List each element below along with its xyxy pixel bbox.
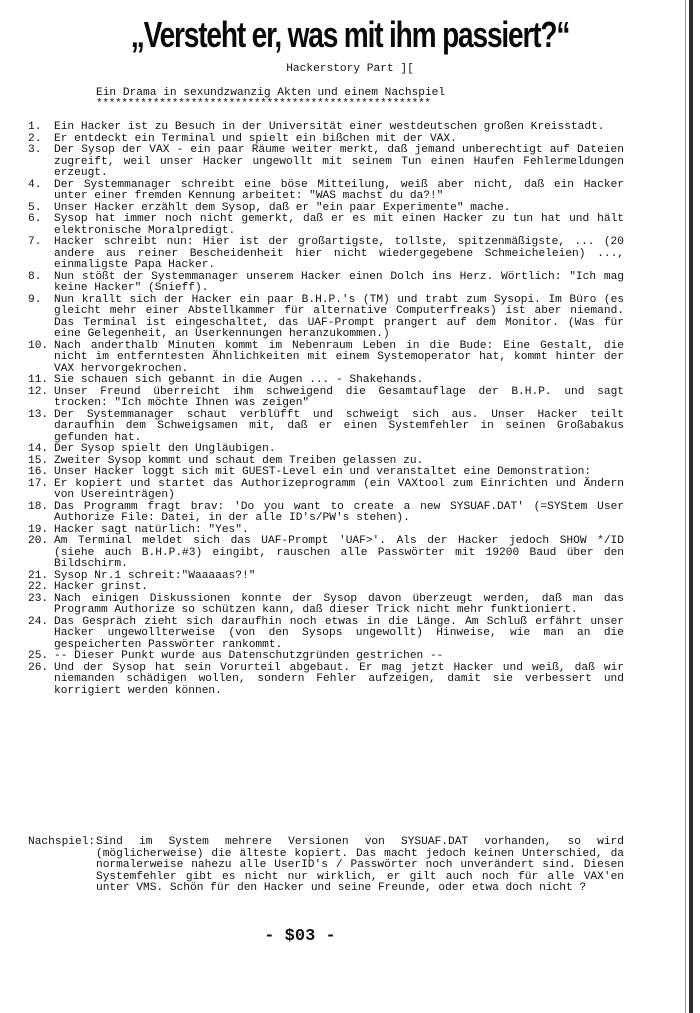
act-text: Sie schauen sich gebannt in die Augen ... - Shakehands. [54,374,424,386]
page-number: - $03 - [264,927,336,946]
act-item [28,145,624,180]
act-number: 21. [28,569,49,582]
act-item [28,272,624,295]
act-item [28,237,624,272]
act-item [28,375,624,387]
act-number: 4. [28,178,42,191]
act-number: 9. [28,293,42,306]
page-edge-shadow [689,0,693,1013]
act-item [28,479,624,502]
act-text: Das Gespräch zieht sich daraufhin noch etwas in die Länge. Am Schluß erfährt unser Hacker ungewollterweise (von den Sysops ungewollt) Hinweise, wie man an die gespeicherten Passwörter rankommt. [54,615,624,651]
act-text: Sysop Nr.1 schreit:"Waaaaas?!" [54,569,256,582]
act-number: 14. [28,443,49,455]
act-text: Unser Hacker loggt sich mit GUEST-Level ein und veranstaltet eine Demonstration: [54,466,592,478]
act-text: Und der Sysop hat sein Vorurteil abgebaut. Er mag jetzt Hacker und weiß, daß wir niemanden schädigen wollen, sondern Fehler aufzeigen, damit sie verbessert und korrigiert werden können. [54,661,624,697]
act-number: 8. [28,270,42,283]
intro-line: Ein Drama in sexundzwanzig Akten und einem Nachspiel [96,87,446,99]
act-text: Hacker grinst. [54,581,148,593]
nachspiel-text: Sind im System mehrere Versionen von SYSUAF.DAT vorhanden, so wird (möglicherweise) die älteste kopiert. Das macht jedoch keinen Unterschied, da normalerweise nahezu alle UserID's / Passwörter noch unverändert sind. Diesen Systemfehler gibt es nicht nur wirklich, er gilt auch noch für alle VAX'en unter VMS. Schön für den Hacker und seine Freunde, oder etwa doch nicht ? [96,836,624,894]
act-number: 25. [28,650,49,662]
act-item [28,180,624,203]
act-text: Nun stößt der Systemmanager unserem Hacker einen Dolch ins Herz. Wörtlich: "Ich mag keine Hacker" (Snieff). [54,270,624,294]
act-number: 11. [28,374,49,386]
act-item [28,341,624,376]
act-item [28,467,624,479]
act-text: Nach einigen Diskussionen konnte der Sysop davon überzeugt werden, daß man das Programm Authorize so schützen kann, daß dieser Trick nicht mehr funktioniert. [54,592,624,616]
page-edge-line [685,0,686,1013]
headline: „Versteht er, was mit ihm passiert?“ [130,14,570,55]
act-item [28,502,624,525]
act-text: Der Systemmanager schreibt eine böse Mitteilung, weiß aber nicht, daß ein Hacker unter einer fremden Kennung arbeitet: "WAS machst du da?!" [54,178,624,202]
act-number: 22. [28,581,49,593]
nachspiel-label: Nachspiel: [28,836,96,848]
act-number: 13. [28,408,49,421]
act-text: Zweiter Sysop kommt und schaut dem Treiben gelassen zu. [54,454,424,467]
act-item [28,387,624,410]
act-item [28,617,624,652]
act-text: Der Systemmanager schaut verblüfft und schweigt sich aus. Unser Hacker teilt daraufhin dem Schweigsamen mit, daß er einen Systemfehler in seinen Großabakus gefunden hat. [54,408,624,444]
star-divider: ***************************************************** [96,98,431,110]
act-text: Hacker schreibt nun: Hier ist der großartigste, tollste, spitzenmäßigste, ... (20 andere aus reiner Bescheidenheit hier nicht wiedergegebene Schmeicheleien) ..., einmaligste Papa Hacker. [54,236,624,271]
act-number: 7. [28,236,42,248]
act-number: 23. [28,592,49,605]
act-text: Nun krallt sich der Hacker ein paar B.H.P.'s (TM) und trabt zum Sysopi. Im Büro (es gleicht mehr einer Abstellkammer für alternative Computerfreaks) ist aber niemand. Das Terminal ist eingeschaltet, das UAF-Prompt prangert auf dem Monitor. (Was für eine Gelegenheit, an Userkennungen heranzukommen.) [54,293,624,340]
act-item [28,536,624,571]
act-item [28,214,624,237]
act-number: 6. [28,213,42,225]
act-text: Unser Hacker erzählt dem Sysop, daß er "ein paar Experimente" mache. [54,201,511,214]
acts-list [28,122,624,697]
act-number: 12. [28,385,49,398]
act-item [28,410,624,445]
act-text: Der Sysop der VAX - ein paar Räume weiter merkt, daß jemand unberechtigt auf Dateien zugreift, weil unser Hacker ungewollt mit seinem Tun einen Haufen Fehlermeldungen erzeugt. [54,144,624,179]
act-text: Er entdeckt ein Terminal und spielt ein bißchen mit der VAX. [54,132,457,145]
act-number: 3. [28,144,42,156]
act-number: 15. [28,454,49,467]
act-text: Am Terminal meldet sich das UAF-Prompt 'UAF>'. Als der Hacker jedoch SHOW */ID (siehe auch B.H.P.#3) eingibt, rauschen alle Passwörter mit 19200 Baud über den Bildschirm. [54,535,624,570]
act-number: 20. [28,535,49,547]
act-text: Der Sysop spielt den Ungläubigen. [54,443,276,455]
act-number: 16. [28,466,49,478]
act-text: Hacker sagt natürlich: "Yes". [54,523,249,536]
act-text: Ein Hacker ist zu Besuch in der Universität einer westdeutschen großen Kreisstadt. [54,121,605,133]
act-item [28,295,624,341]
act-number: 26. [28,661,49,674]
act-text: Unser Freund überreicht ihm schweigend die Gesamtauflage der B.H.P. und sagt trocken: "Ich möchte Ihnen was zeigen" [54,385,624,409]
act-number: 5. [28,201,42,214]
act-number: 10. [28,339,49,352]
act-item [28,582,624,594]
act-item [28,594,624,617]
act-text: -- Dieser Punkt wurde aus Datenschutzgründen gestrichen -- [54,650,444,662]
act-number: 24. [28,615,49,628]
act-number: 17. [28,477,49,490]
act-text: Nach anderthalb Minuten kommt im Nebenraum Leben in die Bude: Eine Gestalt, die nicht im entferntesten Ähnlichkeiten mit einem Systemoperator hat, kommt hinter der VAX hervorgekrochen. [54,339,624,375]
subtitle: Hackerstory Part ][ [286,63,414,75]
act-text: Das Programm fragt brav: 'Do you want to create a new SYSUAF.DAT' (=SYStem User Authorize File: Datei, in der alle ID's/PW's stehen). [54,500,624,524]
act-item [28,663,624,698]
act-item [28,444,624,456]
act-number: 2. [28,132,42,145]
act-item [28,651,624,663]
nachspiel-section [28,837,624,895]
act-number: 18. [28,500,49,513]
act-number: 1. [28,121,42,133]
act-text: Sysop hat immer noch nicht gemerkt, daß er es mit einen Hacker zu tun hat und hält elektronische Moralpredigt. [54,213,624,237]
act-number: 19. [28,523,49,536]
act-text: Er kopiert und startet das Authorizeprogramm (ein VAXtool zum Einrichten und Ändern von Usereinträgen) [54,477,624,501]
act-item [28,122,624,134]
